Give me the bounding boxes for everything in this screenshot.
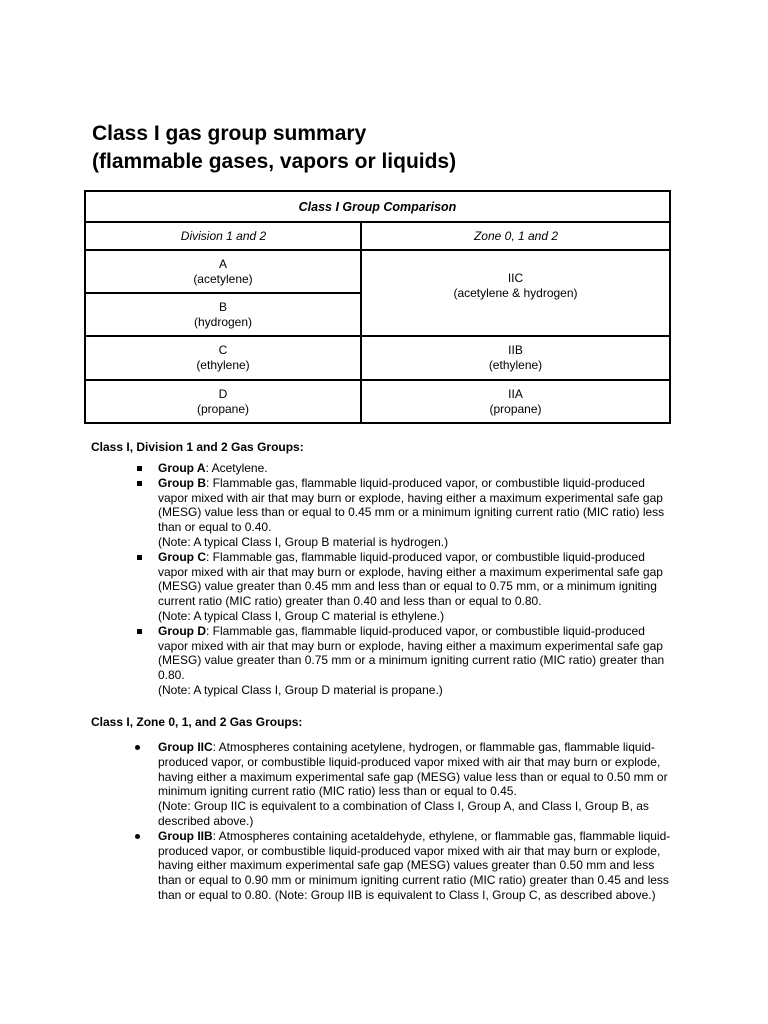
zone-group-list bbox=[0, 740, 678, 903]
group-text: : Atmospheres containing acetaldehyde, ethylene, or flammable gas, flammable liquid-produced vapor, or combustible liquid-produced vapor mixed with air that may burn or explode, having either maximum experimental safe gap (MESG) values greater than 0.50 mm and less than or equal to 0.90 mm or minimum igniting current ratio (MIC ratio) greater than 0.45 and less than or equal to 0.80. (Note: Group IIB is equivalent to Class I, Group C, as described above.) bbox=[158, 828, 671, 902]
square-bullet-icon bbox=[137, 629, 142, 634]
table-header-division bbox=[86, 223, 361, 250]
group-desc: (ethylene) bbox=[488, 358, 543, 372]
header-division-text: Division 1 and 2 bbox=[180, 229, 267, 243]
round-bullet-icon bbox=[135, 745, 140, 750]
group-desc: (propane) bbox=[489, 401, 542, 416]
header-zone-text: Zone 0, 1 and 2 bbox=[473, 229, 559, 243]
group-note: (Note: A typical Class I, Group B material is hydrogen.) bbox=[158, 534, 449, 549]
table-row bbox=[86, 294, 360, 336]
table-row bbox=[362, 337, 669, 379]
table-row bbox=[362, 381, 669, 422]
group-label: Group IIB bbox=[158, 828, 213, 843]
group-note: (Note: A typical Class I, Group D material is propane.) bbox=[158, 682, 443, 697]
page-title-line-1: Class I gas group summary bbox=[92, 122, 367, 145]
group-code: B bbox=[218, 300, 227, 314]
group-label: Group IIC bbox=[158, 740, 213, 754]
group-desc: (ethylene) bbox=[196, 358, 250, 372]
list-item bbox=[0, 476, 678, 550]
group-text: : Flammable gas, flammable liquid-produced vapor, or combustible liquid-produced vapor mixed with air that may burn or explode, having either a maximum experimental safe gap (MESG) value greater than 0.45 mm and less than or equal to 0.75 mm, or a minimum igniting current ratio (MIC ratio) greater than 0.40 and less than or equal to 0.80. bbox=[158, 549, 663, 609]
group-label: Group D bbox=[158, 623, 206, 638]
table-caption bbox=[86, 192, 669, 222]
division-section-heading: Class I, Division 1 and 2 Gas Groups: bbox=[91, 440, 304, 454]
group-text: : Atmospheres containing acetylene, hydrogen, or flammable gas, flammable liquid-produced vapor, or combustible liquid-produced vapor mixed with air that may burn or explode, having either a maximum experimental safe gap (MESG) value less than or equal to 0.50 mm or minimum igniting current ratio (MIC ratio) less than or equal to 0.45. bbox=[158, 740, 668, 799]
group-desc: (hydrogen) bbox=[193, 315, 253, 329]
group-code: IIA bbox=[508, 386, 523, 401]
page-title bbox=[92, 120, 456, 176]
square-bullet-icon bbox=[137, 555, 142, 560]
group-code: C bbox=[218, 343, 228, 357]
table-caption-text: Class I Group Comparison bbox=[298, 199, 457, 214]
square-bullet-icon bbox=[137, 481, 142, 486]
table-merged-cell bbox=[362, 251, 669, 336]
table-row bbox=[86, 251, 360, 292]
list-item bbox=[0, 624, 678, 698]
table-row bbox=[86, 381, 360, 422]
group-desc: (propane) bbox=[196, 401, 250, 416]
table-header-zone bbox=[363, 223, 669, 250]
group-code: A bbox=[218, 256, 227, 271]
group-code: IIB bbox=[508, 343, 523, 357]
group-label: Group A bbox=[158, 461, 206, 475]
group-text: : Acetylene. bbox=[205, 461, 268, 475]
group-code: IIC bbox=[507, 271, 524, 285]
list-item bbox=[0, 461, 678, 476]
group-comparison-table bbox=[84, 190, 671, 424]
group-note: (Note: A typical Class I, Group C material is ethylene.) bbox=[158, 608, 445, 623]
page-title-line-2: (flammable gases, vapors or liquids) bbox=[92, 150, 457, 173]
list-item bbox=[0, 550, 678, 624]
group-label: Group C bbox=[158, 549, 206, 564]
group-label: Group B bbox=[158, 475, 206, 490]
group-desc: (acetylene & hydrogen) bbox=[453, 286, 578, 300]
round-bullet-icon bbox=[135, 834, 140, 839]
group-text: : Flammable gas, flammable liquid-produced vapor, or combustible liquid-produced vapor mixed with air that may burn or explode, having either a maximum experimental safe gap (MESG) value greater than 0.75 mm or a minimum igniting current ratio (MIC ratio) greater than 0.80. bbox=[158, 623, 665, 683]
division-group-list bbox=[0, 461, 678, 698]
list-item bbox=[0, 740, 678, 829]
group-desc: (acetylene) bbox=[193, 271, 253, 286]
group-code: D bbox=[218, 386, 228, 401]
group-text: : Flammable gas, flammable liquid-produced vapor, or combustible liquid-produced vapor mixed with air that may burn or explode, having either a maximum experimental safe gap (MESG) value less than or equal to 0.45 mm or a minimum igniting current ratio (MIC ratio) less than or equal to 0.40. bbox=[158, 475, 665, 535]
table-row bbox=[86, 337, 360, 379]
list-item bbox=[0, 829, 678, 903]
zone-section-heading: Class I, Zone 0, 1, and 2 Gas Groups: bbox=[91, 715, 303, 729]
square-bullet-icon bbox=[137, 466, 142, 471]
group-note: (Note: Group IIC is equivalent to a combination of Class I, Group A, and Class I, Group B, as described above.) bbox=[158, 799, 649, 828]
